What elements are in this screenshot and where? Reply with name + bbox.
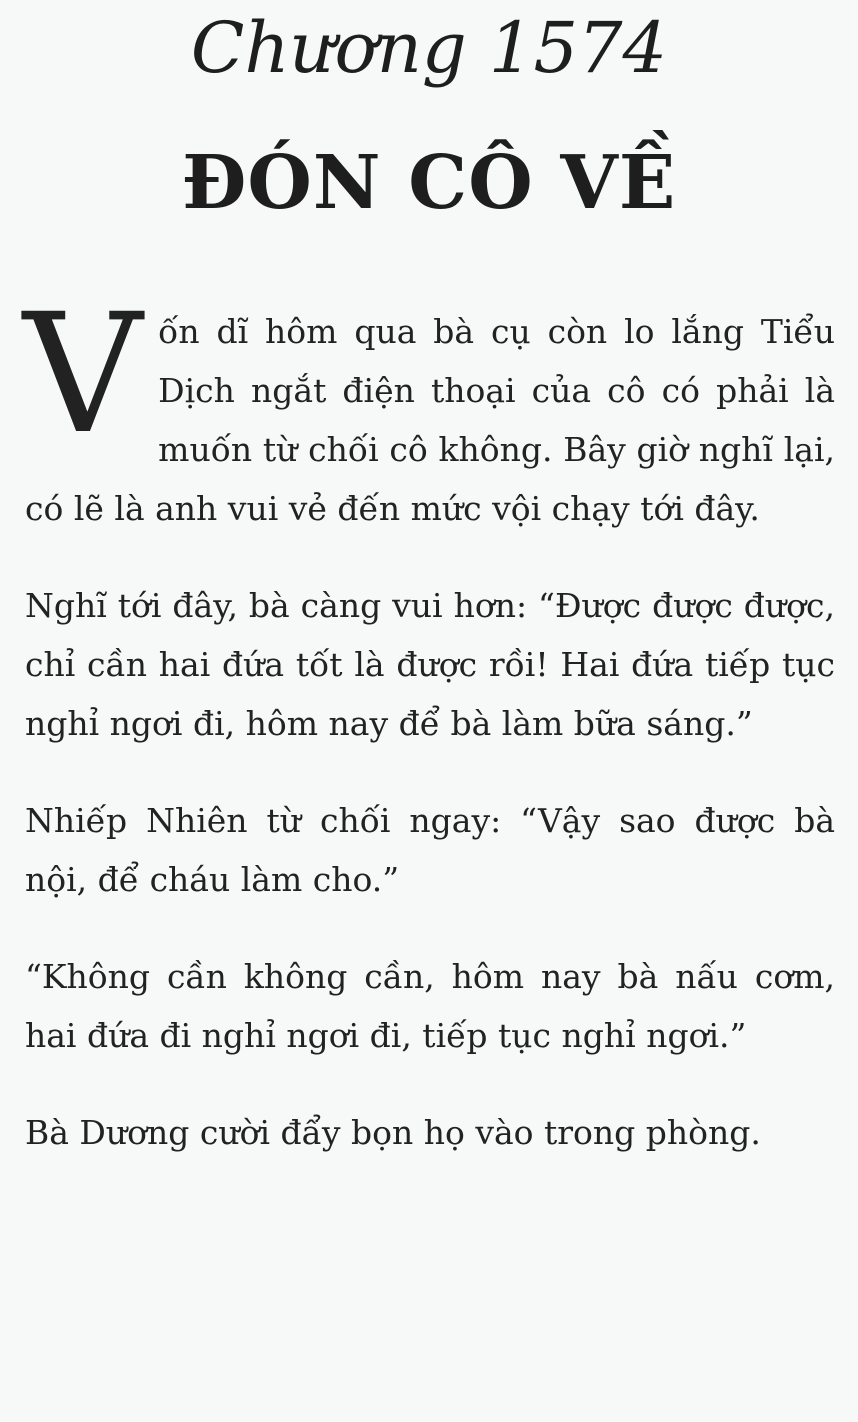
drop-cap: V <box>23 278 143 470</box>
paragraph-3: Nhiếp Nhiên từ chối ngay: “Vậy sao được bà nội, để cháu làm cho.” <box>25 801 835 899</box>
chapter-number: Chương 1574 <box>190 7 668 89</box>
chapter-body <box>23 278 835 1200</box>
chapter-title: ĐÓN CÔ VỀ <box>181 140 677 226</box>
paragraph-1 <box>23 278 835 538</box>
paragraph-4: “Không cần không cần, hôm nay bà nấu cơm, hai đứa đi nghỉ ngơi đi, tiếp tục nghỉ ngơi.” <box>25 957 835 1055</box>
paragraph-5: Bà Dương cười đẩy bọn họ vào trong phòng. <box>25 1113 761 1152</box>
paragraph-2: Nghĩ tới đây, bà càng vui hơn: “Được được được, chỉ cần hai đứa tốt là được rồi! Hai đứa tiếp tục nghỉ ngơi đi, hôm nay để bà làm bữa sáng.” <box>25 586 835 743</box>
paragraph-text: ốn dĩ hôm qua bà cụ còn lo lắng Tiểu Dịch ngắt điện thoại của cô có phải là muốn từ chối cô không. Bây giờ nghĩ lại, có lẽ là anh vui vẻ đến mức vội chạy tới đây. <box>25 312 835 528</box>
